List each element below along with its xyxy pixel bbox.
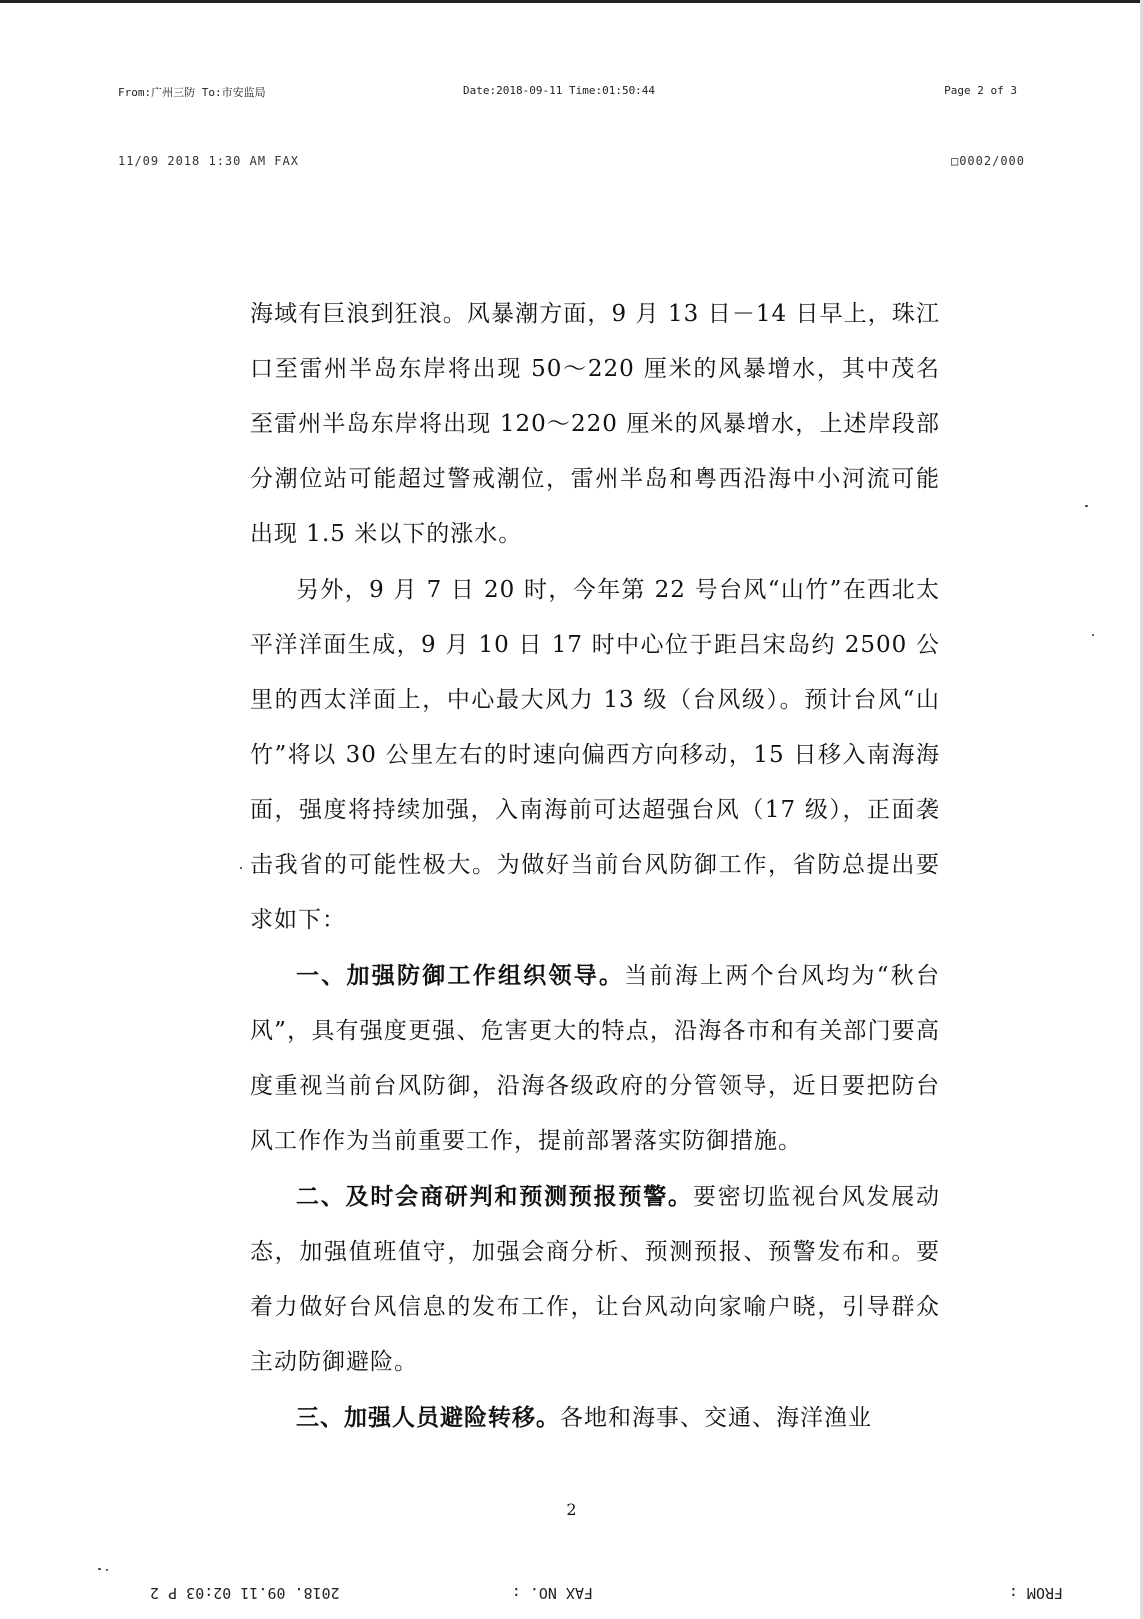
document-body xyxy=(250,286,940,1446)
paragraph-3-heading: 二、及时会商研判和预测预报预警。 xyxy=(296,1183,693,1210)
fax-page-count: Page 2 of 3 xyxy=(944,84,1017,97)
paragraph-3-text: 要密切监视台风发展动态，加强值班值守，加强会商分析、预测预报、预警发布和。要着力做好台风信息的发布工作，让台风动向家喻户晓，引导群众主动防御避险。 xyxy=(250,1184,941,1375)
paragraph-0-text: 海域有巨浪到狂浪。风暴潮方面，9 月 13 日－14 日早上，珠江口至雷州半岛东岸将出现 50～220 厘米的风暴增水，其中茂名至雷州半岛东岸将出现 120～220 厘米的风暴增水，上述岸段部分潮位站可能超过警戒潮位，雷州半岛和粤西沿海中小河流可能出现 1.5 米以下的涨水。 xyxy=(250,301,940,547)
fax-footer-upside-down xyxy=(150,1580,1063,1602)
scan-speck xyxy=(106,1569,108,1571)
page-number: 2 xyxy=(566,1500,577,1519)
fax-page-id-text: 0002/000 xyxy=(959,154,1025,168)
paragraph-2-text: 当前海上两个台风均为“秋台风”，具有强度更强、危害更大的特点，沿海各市和有关部门要高度重视当前台风防御，沿海各级政府的分管领导，近日要把防台风工作作为当前重要工作，提前部署落实防御措施。 xyxy=(250,963,941,1154)
fax-page-id: □0002/000 xyxy=(950,154,1025,168)
scan-speck xyxy=(240,867,242,869)
footer-from-label: FROM : xyxy=(1008,1584,1063,1602)
footer-fax-number-label: FAX NO. : xyxy=(511,1584,593,1602)
paragraph-4-text: 各地和海事、交通、海洋渔业 xyxy=(560,1405,872,1431)
fax-machine-timestamp: 11/09 2018 1:30 AM FAX xyxy=(118,154,299,168)
scan-speck xyxy=(1092,634,1094,636)
paragraph-1-text: 另外，9 月 7 日 20 时，今年第 22 号台风“山竹”在西北太平洋洋面生成，9 月 10 日 17 时中心位于距吕宋岛约 2500 公里的西太洋面上，中心最大风力 13 级（台风级）。预计台风“山竹”将以 30 公里左右的时速向偏西方向移动，15 日移入南海海面，强度将持续加强，入南海前可达超强台风（17 级），正面袭击我省的可能性极大。为做好当前台风防御工作，省防总提出要求如下： xyxy=(250,577,940,933)
fax-date-time: Date:2018-09-11 Time:01:50:44 xyxy=(463,84,656,97)
scan-top-edge xyxy=(0,0,1143,3)
paragraph-4 xyxy=(250,1390,940,1446)
paragraph-1 xyxy=(250,562,940,948)
scan-speck xyxy=(98,1568,101,1570)
paragraph-4-heading: 三、加强人员避险转移。 xyxy=(296,1404,560,1431)
paragraph-0 xyxy=(250,286,940,562)
paragraph-3 xyxy=(250,1169,940,1390)
paragraph-2 xyxy=(250,948,940,1169)
fax-machine-stamp-line xyxy=(118,154,1025,174)
footer-timestamp: 2018. 09.11 02:03 P 2 xyxy=(150,1584,340,1602)
paragraph-2-heading: 一、加强防御工作组织领导。 xyxy=(296,962,625,989)
scan-speck xyxy=(1085,505,1088,507)
fax-transmission-header xyxy=(118,84,1017,104)
fax-from-to: From:广州三防 To:市安监局 xyxy=(118,86,266,99)
